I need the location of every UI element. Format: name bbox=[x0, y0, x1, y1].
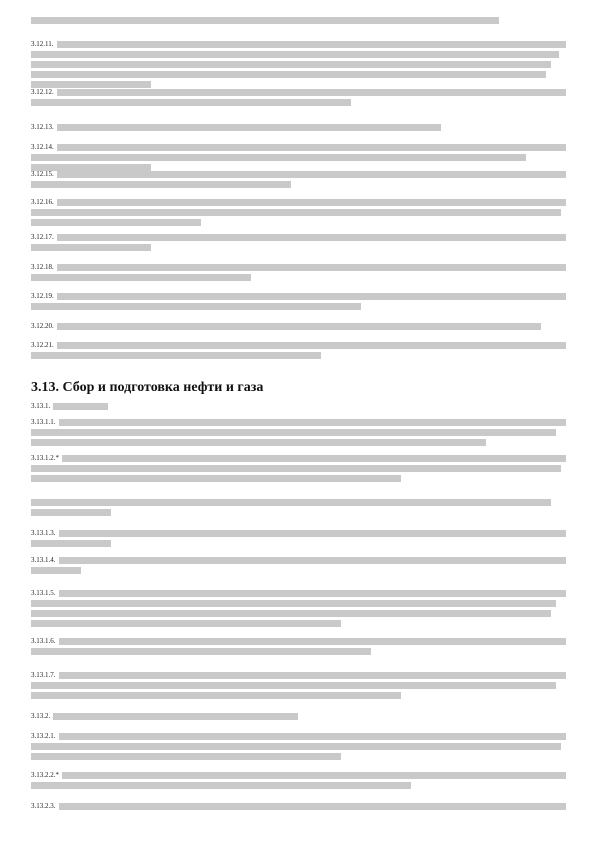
clause-number: 3.13.2.1. bbox=[31, 732, 56, 740]
paragraph-3-12-11 bbox=[31, 41, 566, 91]
clause-number: 3.12.11. bbox=[31, 40, 54, 48]
paragraph-3-12-21 bbox=[31, 342, 566, 362]
clause-number: 3.13.1.4. bbox=[31, 556, 56, 564]
paragraph-3-13-1-2 bbox=[31, 455, 566, 485]
paragraph-3-13-1-6 bbox=[31, 638, 566, 658]
clause-number: 3.12.19. bbox=[31, 292, 54, 300]
clause-number: 3.12.13. bbox=[31, 123, 54, 131]
clause-number: 3.12.12. bbox=[31, 88, 54, 96]
clause-number: 3.12.16. bbox=[31, 198, 54, 206]
paragraph-3-12-19 bbox=[31, 293, 566, 313]
paragraph-3-12-17 bbox=[31, 234, 566, 254]
section-heading: 3.13. Сбор и подготовка нефти и газа bbox=[31, 380, 264, 395]
paragraph-3-13-1-7 bbox=[31, 672, 566, 702]
clause-number: 3.13.2. bbox=[31, 712, 51, 720]
clause-number: 3.12.15. bbox=[31, 170, 54, 178]
clause-number: 3.12.17. bbox=[31, 233, 54, 241]
paragraph-3-12-13 bbox=[31, 124, 566, 134]
paragraph-3-12-14 bbox=[31, 144, 566, 174]
paragraph-3-13-1-4 bbox=[31, 557, 566, 577]
paragraph-3-12-18 bbox=[31, 264, 566, 284]
paragraph-3-13-1-5 bbox=[31, 590, 566, 630]
clause-number: 3.12.20. bbox=[31, 322, 54, 330]
clause-number: 3.13.1.6. bbox=[31, 637, 56, 645]
paragraph-3-13-2-1 bbox=[31, 733, 566, 763]
clause-number: 3.12.14. bbox=[31, 143, 54, 151]
paragraph-3-12-12 bbox=[31, 89, 566, 109]
paragraph-3-13-1-1 bbox=[31, 419, 566, 449]
paragraph-3-13-2-2 bbox=[31, 772, 566, 792]
clause-number: 3.13.2.3. bbox=[31, 802, 56, 810]
paragraph bbox=[31, 17, 566, 27]
paragraph-3-12-16 bbox=[31, 199, 566, 229]
clause-number: 3.13.1.1. bbox=[31, 418, 56, 426]
paragraph-3-13-2-3 bbox=[31, 803, 566, 813]
clause-number: 3.13.1. bbox=[31, 402, 51, 410]
clause-number: 3.12.18. bbox=[31, 263, 54, 271]
paragraph-3-13-1-3 bbox=[31, 530, 566, 550]
subsection-title bbox=[31, 713, 298, 720]
subsection-title bbox=[31, 403, 108, 410]
clause-number: 3.13.1.3. bbox=[31, 529, 56, 537]
paragraph-3-12-15 bbox=[31, 171, 566, 191]
clause-number: 3.12.21. bbox=[31, 341, 54, 349]
clause-number: 3.13.1.7. bbox=[31, 671, 56, 679]
clause-number: 3.13.2.2.* bbox=[31, 771, 59, 779]
paragraph bbox=[31, 499, 566, 519]
paragraph-3-12-20 bbox=[31, 323, 566, 333]
clause-number: 3.13.1.5. bbox=[31, 589, 56, 597]
clause-number: 3.13.1.2.* bbox=[31, 454, 59, 462]
